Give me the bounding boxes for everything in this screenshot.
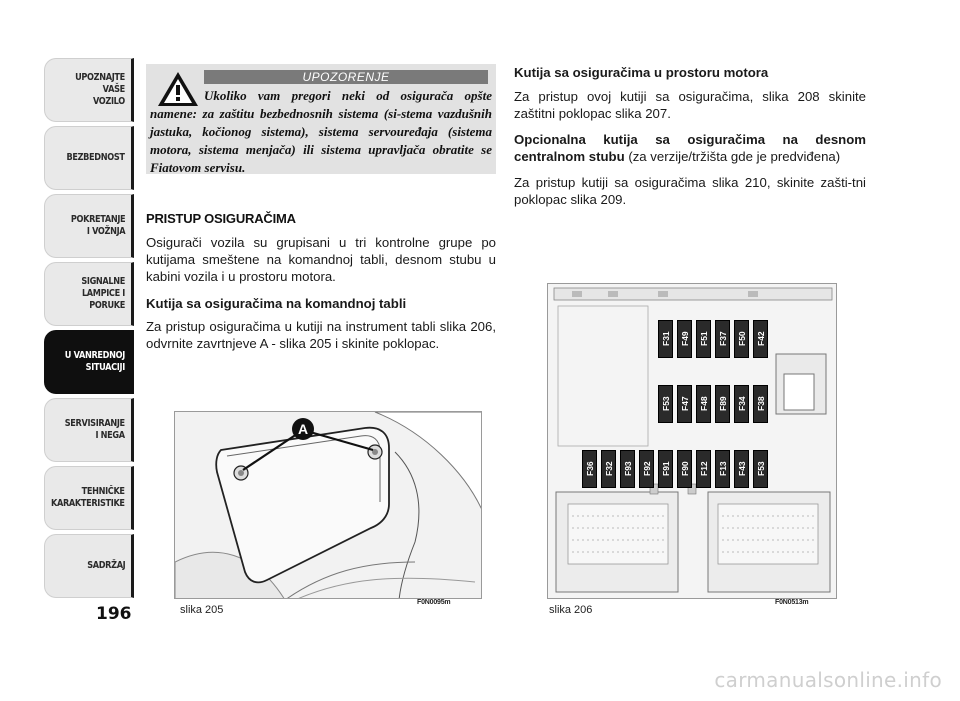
fuse-f43: F43 [734,450,749,488]
figure-205 [174,411,482,599]
warning-box [146,64,496,174]
fuse-f91: F91 [658,450,673,488]
tab-tehnicke-karakteristike[interactable]: TEHNIČKE KARAKTERISTIKE [44,466,134,530]
figure-206-caption: slika 206 [549,604,593,616]
intro-paragraph: Osigurači vozila su grupisani u tri kontrolne grupe po kutijama smeštene na komandnoj tabli, desnom stubu u kabini vozila i u prostoru motora. [146,235,496,284]
fuse-f12: F12 [696,450,711,488]
tab-signalne-lampice[interactable]: SIGNALNE LAMPICE I PORUKE [44,262,134,326]
fuse-f51: F51 [696,320,711,358]
fuse-f90: F90 [677,450,692,488]
figure-205-caption: slika 205 [180,604,224,616]
fuse-f53: F53 [753,450,768,488]
tab-u-vanrednoj-situaciji[interactable]: U VANREDNOJ SITUACIJI [44,330,134,394]
engine-fusebox-paragraph: Za pristup ovoj kutiji sa osiguračima, slika 208 skinite zaštitni poklopac slika 207. [514,89,866,121]
fuse-f89: F89 [715,385,730,423]
tab-servisiranje-i-nega[interactable]: SERVISIRANJE I NEGA [44,398,134,462]
figure-206 [547,283,837,599]
tab-upoznajte-vase-vozilo[interactable]: UPOZNAJTE VAŠE VOZILO [44,58,134,122]
warning-text: Ukoliko vam pregori neki od osigurača opšte namene: za zaštitu bezbednosnih sistema (si-stema vazdušnih jastuka, kočionog sistema), sistema servouređaja (sistema motora, sistema menjača) ili sistema upravljača obratite se Fiatovom servisu. [150,88,492,175]
fuse-f49: F49 [677,320,692,358]
watermark: carmanualsonline.info [714,668,942,692]
figure-205-code: F0N0095m [417,599,451,606]
tab-bezbednost[interactable]: BEZBEDNOST [44,126,134,190]
callout-label-a: A [292,418,314,440]
optional-fusebox-heading: Opcionalna kutija sa osiguračima na desnom centralnom stubu (za verzije/tržišta gde je predviđena) [514,132,866,164]
tab-pokretanje-i-voznja[interactable]: POKRETANJE I VOŽNJA [44,194,134,258]
dashboard-fusebox-heading: Kutija sa osiguračima na komandnoj tabli [146,296,407,311]
fuse-f47: F47 [677,385,692,423]
optional-fusebox-paragraph: Za pristup kutiji sa osiguračima slika 210, skinite zašti-tni poklopac slika 209. [514,175,866,207]
fuse-f50: F50 [734,320,749,358]
fuse-f38: F38 [753,385,768,423]
fuse-f42: F42 [753,320,768,358]
dashboard-cover-illustration [175,412,482,599]
chapter-tabs [44,58,134,602]
dashboard-fusebox-paragraph: Za pristup osiguračima u kutiji na instrument tabli slika 206, odvrnite zavrtnjeve A - slika 205 i skinite poklopac. [146,319,496,351]
fuse-f31: F31 [658,320,673,358]
fuse-f34: F34 [734,385,749,423]
engine-fusebox-heading: Kutija sa osiguračima u prostoru motora [514,65,769,80]
fuse-f93: F93 [620,450,635,488]
section-heading: PRISTUP OSIGURAČIMA [146,211,296,226]
warning-title: UPOZORENJE [204,70,488,84]
fuse-f13: F13 [715,450,730,488]
fuse-f36: F36 [582,450,597,488]
tab-sadrzaj[interactable]: SADRŽAJ [44,534,134,598]
fuse-f37: F37 [715,320,730,358]
page-number: 196 [96,604,132,624]
fuse-f92: F92 [639,450,654,488]
fuse-f53: F53 [658,385,673,423]
fuse-f48: F48 [696,385,711,423]
figure-206-code: F0N0513m [775,599,809,606]
fuse-f32: F32 [601,450,616,488]
